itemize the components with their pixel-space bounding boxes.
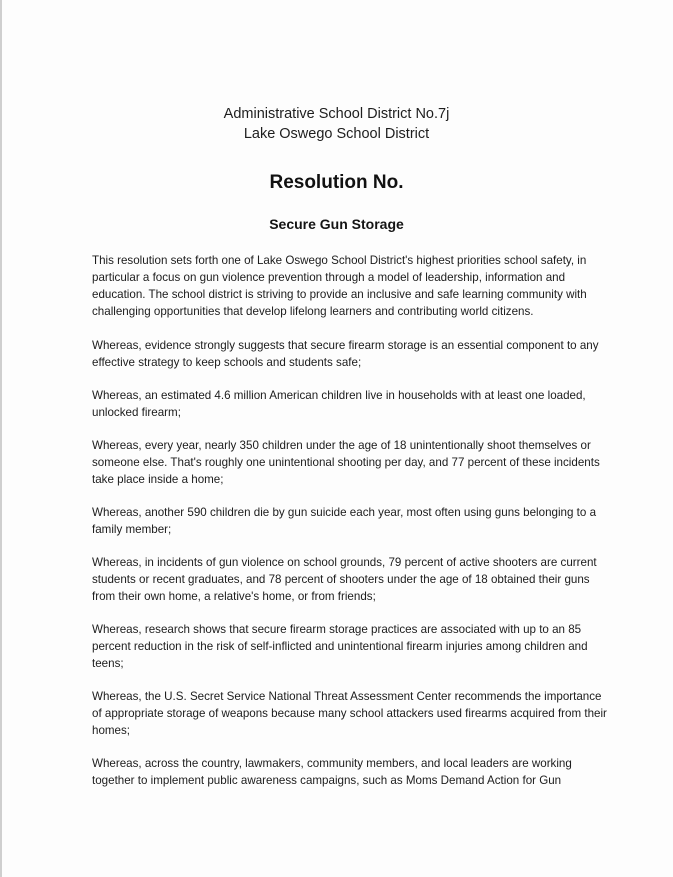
resolution-body bbox=[92, 252, 612, 805]
whereas-paragraph: Whereas, research shows that secure firearm storage practices are associated with up to an 85 percent reduction in the risk of self-inflicted and unintentional firearm injuries among children and teens; bbox=[92, 623, 588, 670]
resolution-title: Resolution No. bbox=[269, 172, 404, 193]
whereas-paragraph: Whereas, another 590 children die by gun suicide each year, most often using guns belonging to a family member; bbox=[92, 506, 597, 536]
whereas-paragraph: Whereas, the U.S. Secret Service National Threat Assessment Center recommends the importance of appropriate storage of weapons because many school attackers used firearms acquired from their homes; bbox=[92, 690, 607, 737]
whereas-paragraph: Whereas, an estimated 4.6 million American children live in households with at least one loaded, unlocked firearm; bbox=[92, 389, 586, 419]
document-header bbox=[0, 104, 673, 144]
district-name: Administrative School District No.7j bbox=[223, 106, 450, 122]
resolution-subtitle: Secure Gun Storage bbox=[269, 216, 404, 232]
whereas-paragraph: Whereas, in incidents of gun violence on school grounds, 79 percent of active shooters are current students or recent graduates, and 78 percent of shooters under the age of 18 obtained their guns from their own home, a relative's home, or from friends; bbox=[92, 556, 597, 603]
whereas-paragraph: Whereas, every year, nearly 350 children under the age of 18 unintentionally shoot themselves or someone else. That's roughly one unintentional shooting per day, and 77 percent of these incidents take place inside a home; bbox=[92, 439, 600, 486]
whereas-paragraph: Whereas, across the country, lawmakers, community members, and local leaders are working together to implement public awareness campaigns, such as Moms Demand Action for Gun bbox=[92, 757, 572, 787]
whereas-paragraph: Whereas, evidence strongly suggests that secure firearm storage is an essential component to any effective strategy to keep schools and students safe; bbox=[92, 339, 599, 369]
district-subname: Lake Oswego School District bbox=[243, 126, 430, 142]
intro-paragraph: This resolution sets forth one of Lake Oswego School District's highest priorities school safety, in particular a focus on gun violence prevention through a model of leadership, information and education. The school district is striving to provide an inclusive and safe learning community with challenging opportunities that develop lifelong learners and contributing world citizens. bbox=[92, 254, 587, 318]
